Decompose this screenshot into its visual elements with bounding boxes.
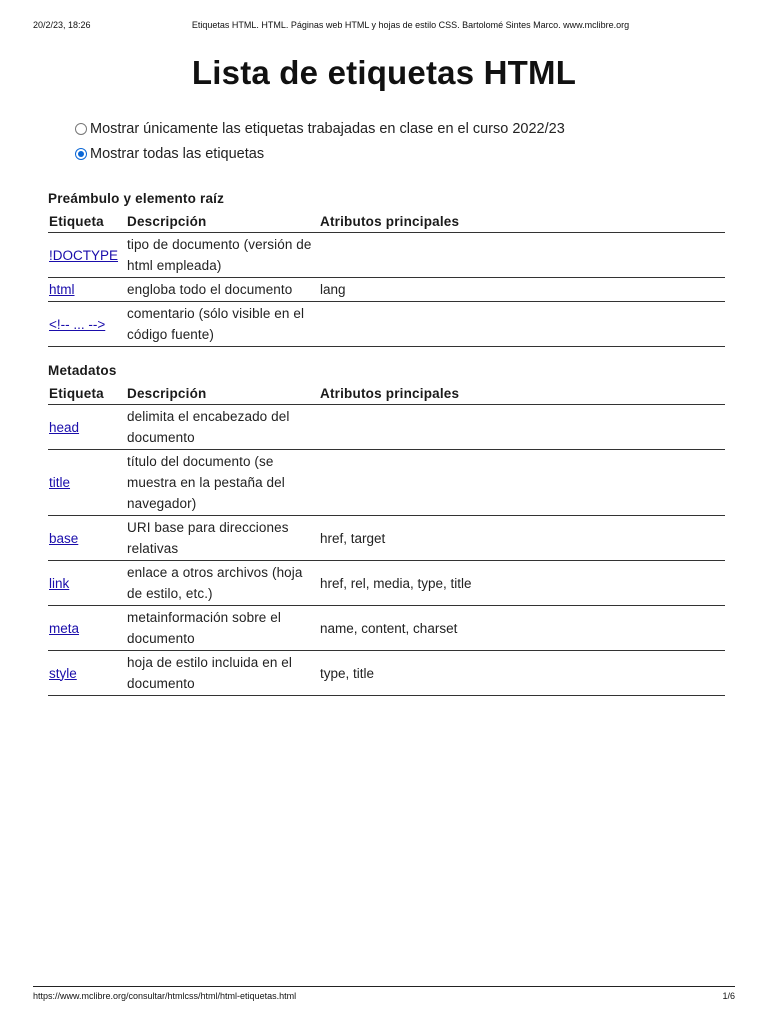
- tag-attributes: type, title: [319, 651, 725, 696]
- tags-table: [48, 210, 725, 347]
- print-footer: [33, 986, 735, 1001]
- section-metadata: [48, 360, 725, 696]
- table-row: [48, 516, 725, 561]
- column-header-attributes: Atributos principales: [319, 210, 725, 233]
- tag-attributes: [319, 233, 725, 278]
- column-header-description: Descripción: [126, 382, 319, 405]
- tags-table: [48, 382, 725, 696]
- tag-description: enlace a otros archivos (hoja de estilo, etc.): [126, 561, 319, 606]
- radio-classroom-tags[interactable]: [75, 123, 87, 135]
- table-row: [48, 278, 725, 302]
- tag-attributes: href, target: [319, 516, 725, 561]
- table-row: [48, 561, 725, 606]
- tag-link-style[interactable]: style: [49, 665, 77, 681]
- table-header-row: [48, 382, 725, 405]
- table-row: [48, 606, 725, 651]
- column-header-attributes: Atributos principales: [319, 382, 725, 405]
- option-classroom-tags[interactable]: [75, 116, 565, 141]
- table-row: [48, 233, 725, 278]
- filter-options: [75, 116, 565, 166]
- tag-description: URI base para direcciones relativas: [126, 516, 319, 561]
- tag-link-link[interactable]: link: [49, 575, 70, 591]
- tag-link-title[interactable]: title: [49, 475, 71, 490]
- section-title: Metadatos: [48, 363, 117, 378]
- page-number: 1/6: [722, 991, 735, 1001]
- table-row: [48, 302, 725, 347]
- print-datetime: 20/2/23, 18:26: [33, 20, 91, 30]
- tag-link-base[interactable]: base: [49, 530, 79, 546]
- tag-link-head[interactable]: head: [49, 419, 80, 435]
- tag-link-html[interactable]: html: [49, 282, 75, 297]
- tag-description: hoja de estilo incluida en el documento: [126, 651, 319, 696]
- section-title: Preámbulo y elemento raíz: [48, 191, 225, 206]
- tag-description: delimita el encabezado del documento: [126, 405, 319, 450]
- tag-attributes: [319, 302, 725, 347]
- tag-link-meta[interactable]: meta: [49, 620, 80, 636]
- tag-description: comentario (sólo visible en el código fuente): [126, 302, 319, 347]
- page-title: Lista de etiquetas HTML: [191, 54, 577, 91]
- tag-attributes: lang: [319, 278, 725, 302]
- radio-all-tags[interactable]: [75, 148, 87, 160]
- tag-attributes: [319, 450, 725, 516]
- table-row: [48, 450, 725, 516]
- tag-attributes: href, rel, media, type, title: [319, 561, 725, 606]
- print-footer-url: https://www.mclibre.org/consultar/htmlcss/html/html-etiquetas.html: [33, 991, 297, 1001]
- column-header-description: Descripción: [126, 210, 319, 233]
- table-row: [48, 651, 725, 696]
- column-header-tag: Etiqueta: [48, 382, 126, 405]
- section-preamble: [48, 188, 725, 347]
- table-row: [48, 405, 725, 450]
- column-header-tag: Etiqueta: [48, 210, 126, 233]
- tag-attributes: name, content, charset: [319, 606, 725, 651]
- option-all-tags-label: Mostrar todas las etiquetas: [90, 145, 265, 162]
- tag-attributes: [319, 405, 725, 450]
- tag-description: metainformación sobre el documento: [126, 606, 319, 651]
- tag-link-doctype[interactable]: !DOCTYPE: [49, 247, 119, 263]
- print-document-title: Etiquetas HTML. HTML. Páginas web HTML y hojas de estilo CSS. Bartolomé Sintes Marco. www.mclibre.org: [191, 20, 630, 30]
- tag-link-comment[interactable]: <!-- ... -->: [49, 316, 106, 332]
- tag-description: título del documento (se muestra en la pestaña del navegador): [126, 450, 319, 516]
- tag-description: tipo de documento (versión de html empleada): [126, 233, 319, 278]
- table-header-row: [48, 210, 725, 233]
- tag-description: engloba todo el documento: [126, 278, 319, 302]
- option-classroom-tags-label: Mostrar únicamente las etiquetas trabajadas en clase en el curso 2022/23: [90, 120, 565, 137]
- option-all-tags[interactable]: [75, 141, 565, 166]
